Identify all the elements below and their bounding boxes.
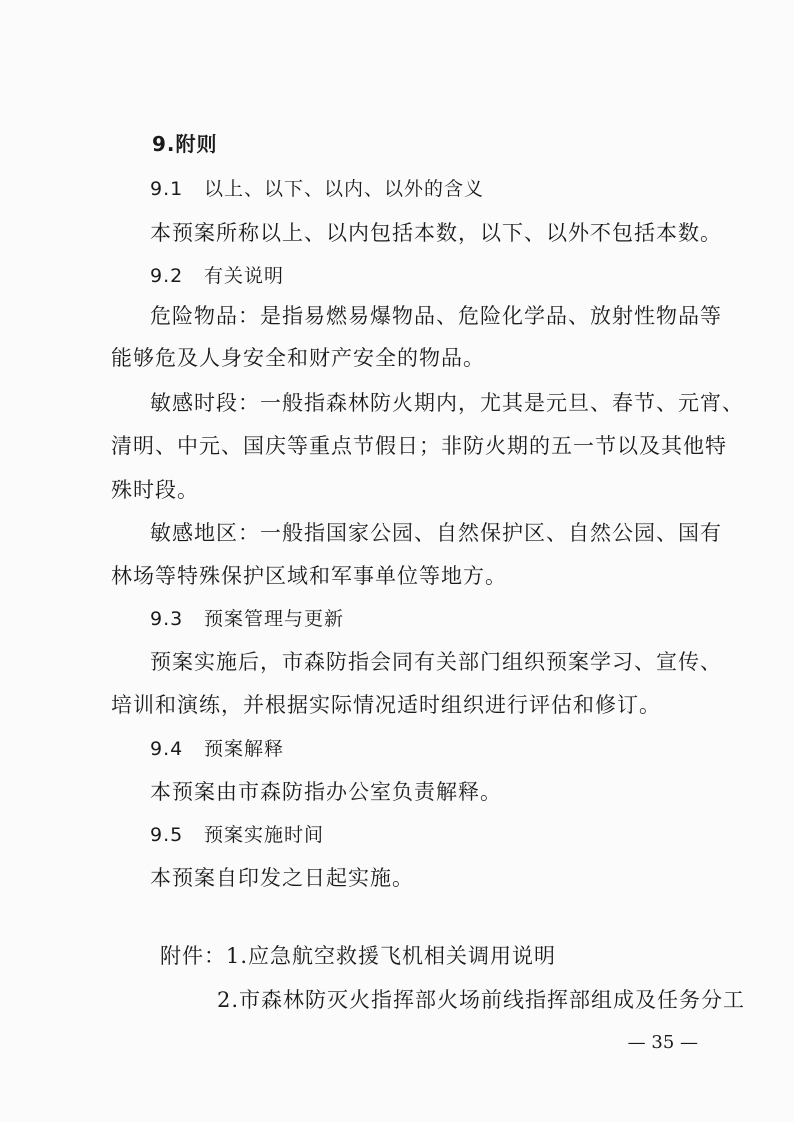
subsection-number: 9.4 xyxy=(150,738,184,760)
subsection-9-3-heading xyxy=(150,605,344,633)
subsection-9-4-heading xyxy=(150,735,284,763)
page-number: — 35 — xyxy=(627,1032,698,1053)
paragraph-line: 本预案由市森防指办公室负责解释。 xyxy=(150,780,502,804)
paragraph-line: 敏感时段：一般指森林防火期内，尤其是元旦、春节、元宵、 xyxy=(150,391,744,415)
paragraph-line: 林场等特殊保护区域和军事单位等地方。 xyxy=(111,564,507,588)
subsection-9-5-heading xyxy=(150,821,324,849)
paragraph-line: 敏感地区：一般指国家公园、自然保护区、自然公园、国有 xyxy=(150,521,722,545)
subsection-title: 有关说明 xyxy=(204,265,285,287)
subsection-number: 9.3 xyxy=(150,608,184,630)
subsection-9-1-heading xyxy=(150,175,484,203)
paragraph-line: 本预案自印发之日起实施。 xyxy=(150,866,414,890)
subsection-title: 以上、以下、以内、以外的含义 xyxy=(204,178,485,200)
paragraph-line: 预案实施后，市森防指会同有关部门组织预案学习、宣传、 xyxy=(150,650,722,674)
subsection-title: 预案实施时间 xyxy=(204,824,325,846)
subsection-title: 预案解释 xyxy=(204,738,285,760)
subsection-number: 9.5 xyxy=(150,824,184,846)
paragraph-line: 清明、中元、国庆等重点节假日；非防火期的五一节以及其他特 xyxy=(111,434,727,458)
paragraph-line: 培训和演练，并根据实际情况适时组织进行评估和修订。 xyxy=(111,693,661,717)
subsection-title: 预案管理与更新 xyxy=(204,608,345,630)
attachment-item: 1.应急航空救援飞机相关调用说明 xyxy=(226,944,557,968)
attachment-line-1 xyxy=(160,942,556,970)
attachment-label: 附件： xyxy=(160,944,226,968)
paragraph-line: 能够危及人身安全和财产安全的物品。 xyxy=(111,346,485,370)
subsection-9-2-heading xyxy=(150,262,284,290)
subsection-number: 9.2 xyxy=(150,265,184,287)
paragraph-line: 危险物品：是指易燃易爆物品、危险化学品、放射性物品等 xyxy=(150,304,722,328)
subsection-number: 9.1 xyxy=(150,178,184,200)
paragraph-line: 殊时段。 xyxy=(111,478,199,502)
paragraph-line: 本预案所称以上、以内包括本数，以下、以外不包括本数。 xyxy=(150,221,722,245)
attachment-item: 2.市森林防灭火指挥部火场前线指挥部组成及任务分工 xyxy=(217,988,746,1012)
section-heading: 9.附则 xyxy=(152,132,218,156)
